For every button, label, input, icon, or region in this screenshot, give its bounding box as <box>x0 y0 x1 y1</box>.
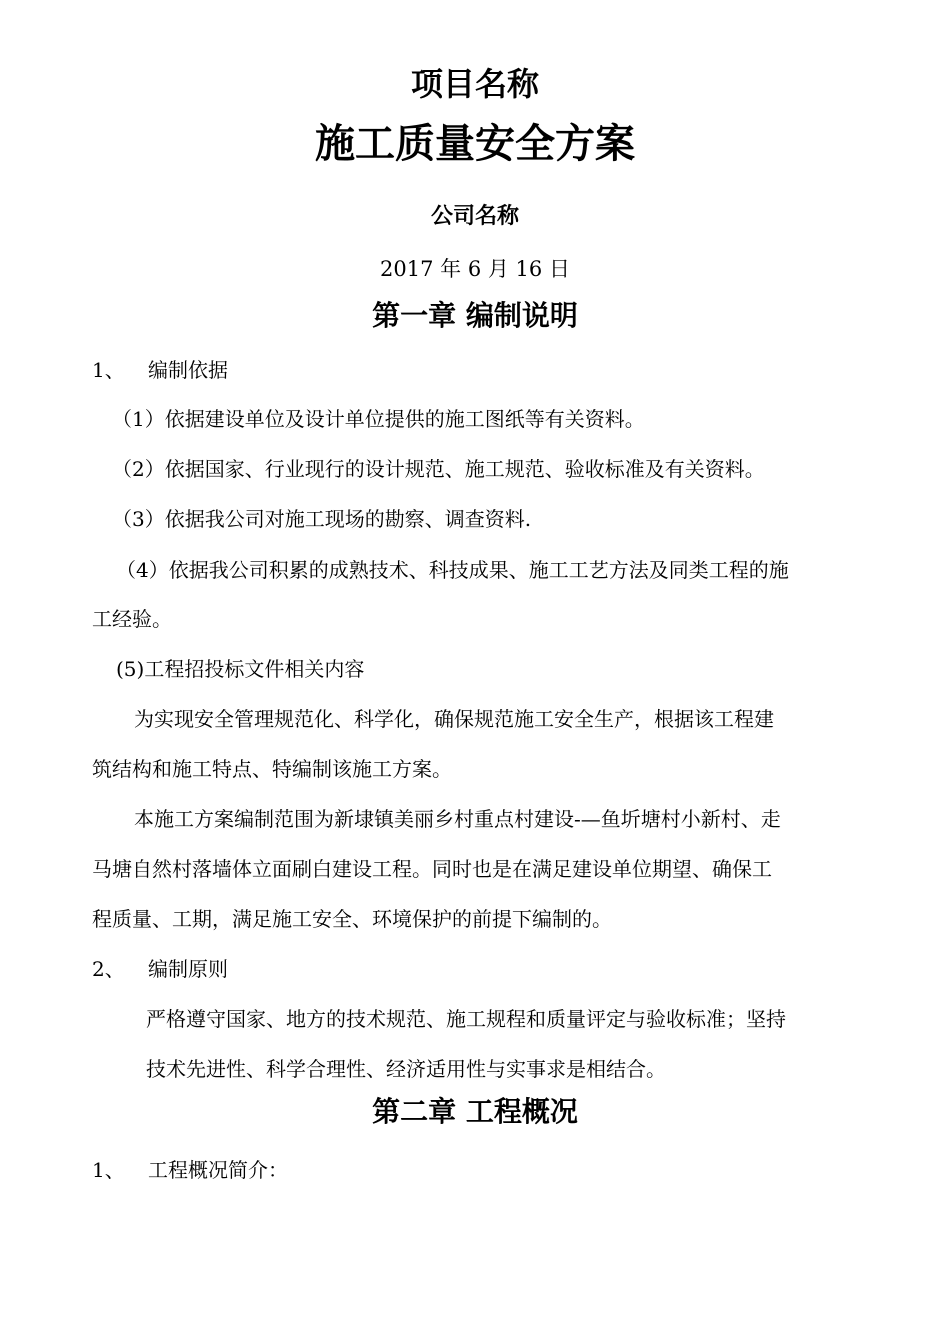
basis-item-3: （3）依据我公司对施工现场的勘察、调查资料. <box>112 507 532 531</box>
section-2-number: 2、 <box>92 957 125 981</box>
paragraph-scope-line-3: 程质量、工期，满足施工安全、环境保护的前提下编制的。 <box>92 907 612 931</box>
paragraph-scope-line-2: 马塘自然村落墙体立面刷白建设工程。同时也是在满足建设单位期望、确保工 <box>92 857 772 881</box>
section-2-title: 编制原则 <box>148 957 228 981</box>
document-date: 2017 年 6 月 16 日 <box>380 257 570 281</box>
chapter-2-section-1-title: 工程概况简介： <box>148 1158 288 1182</box>
principle-line-1: 严格遵守国家、地方的技术规范、施工规程和质量评定与验收标准；坚持 <box>146 1007 786 1031</box>
paragraph-purpose-line-2: 筑结构和施工特点、特编制该施工方案。 <box>92 757 452 781</box>
company-name: 公司名称 <box>430 204 519 229</box>
document-title: 施工质量安全方案 <box>315 121 635 167</box>
section-1-title: 编制依据 <box>148 358 228 382</box>
basis-item-5: (5)工程招投标文件相关内容 <box>116 657 365 681</box>
paragraph-scope-line-1: 本施工方案编制范围为新埭镇美丽乡村重点村建设-—鱼圻塘村小新村、走 <box>134 807 781 831</box>
basis-item-1: （1）依据建设单位及设计单位提供的施工图纸等有关资料。 <box>112 407 645 431</box>
paragraph-purpose-line-1: 为实现安全管理规范化、科学化，确保规范施工安全生产，根据该工程建 <box>134 707 774 731</box>
chapter-2-heading: 第二章 工程概况 <box>372 1095 578 1128</box>
project-name: 项目名称 <box>410 65 539 103</box>
basis-item-4: （4）依据我公司积累的成熟技术、科技成果、施工工艺方法及同类工程的施 <box>116 558 789 582</box>
basis-item-2: （2）依据国家、行业现行的设计规范、施工规范、验收标准及有关资料。 <box>112 457 765 481</box>
basis-item-4-continued: 工经验。 <box>92 607 172 631</box>
chapter-2-section-1-number: 1、 <box>92 1158 125 1182</box>
chapter-1-heading: 第一章 编制说明 <box>372 299 578 332</box>
section-1-number: 1、 <box>92 358 125 382</box>
principle-line-2: 技术先进性、科学合理性、经济适用性与实事求是相结合。 <box>146 1057 666 1081</box>
